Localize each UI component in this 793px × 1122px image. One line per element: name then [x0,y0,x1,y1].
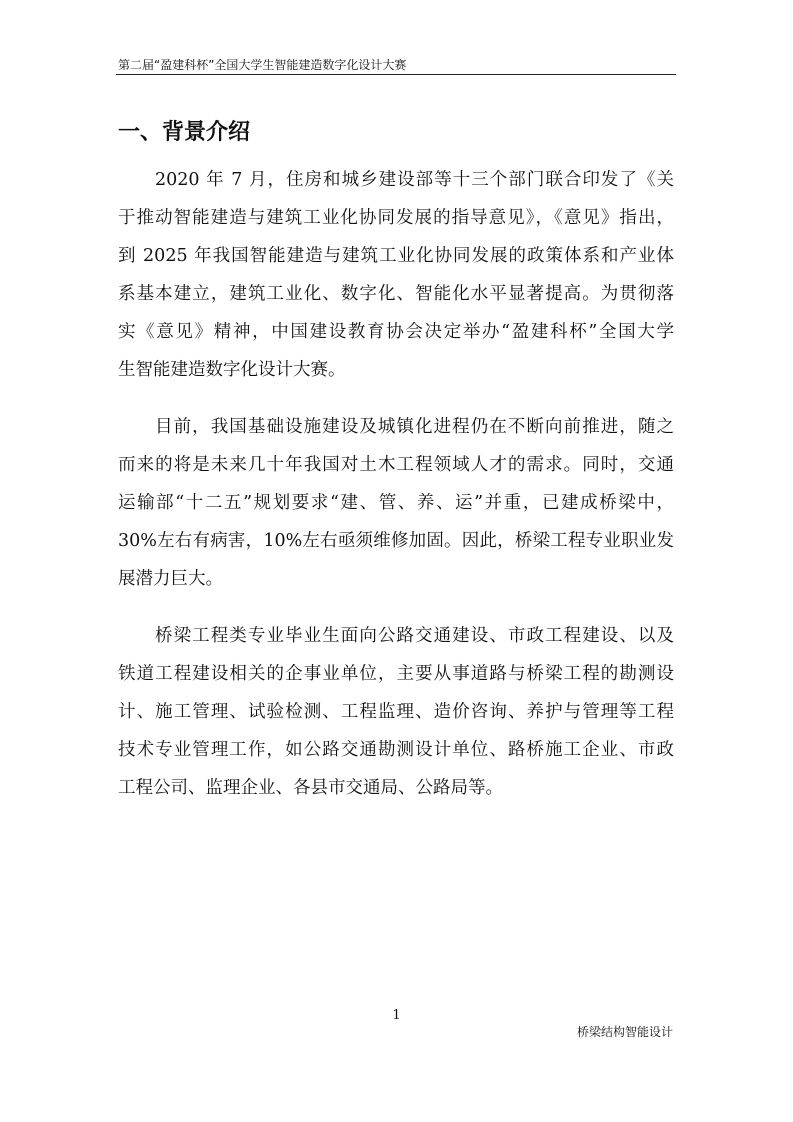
paragraph-line: 于推动智能建造与建筑工业化协同发展的指导意见》，《意见》指出， [118,208,674,228]
section-title: 一、背景介绍 [118,120,251,145]
footer-note: 桥梁结构智能设计 [576,1025,673,1039]
running-header: 第二届“盈建科杯”全国大学生智能建造数字化设计大赛 [118,58,407,72]
paragraph-line: 计、施工管理、试验检测、工程监理、造价咨询、养护与管理等工程 [118,702,674,722]
header-divider [116,74,676,75]
paragraph-line: 到 2025 年我国智能建造与建筑工业化协同发展的政策体系和产业体 [118,246,674,266]
paragraph-line: 展潜力巨大。 [118,569,223,589]
paragraph-line: 30%左右有病害，10%左右亟须维修加固。因此，桥梁工程专业职业发 [118,531,674,551]
page-number: 1 [392,1008,401,1023]
paragraph-line: 桥梁工程类专业毕业生面向公路交通建设、市政工程建设、以及 [155,626,674,646]
paragraph-background-2 [118,408,674,598]
paragraph-line: 工程公司、监理企业、各县市交通局、公路局等。 [118,778,503,798]
paragraph-line: 系基本建立，建筑工业化、数字化、智能化水平显著提高。为贯彻落 [118,284,674,304]
paragraph-line: 技术专业管理工作，如公路交通勘测设计单位、路桥施工企业、市政 [118,740,674,760]
paragraph-background-3 [118,617,674,807]
paragraph-line: 而来的将是未来几十年我国对土木工程领域人才的需求。同时，交通 [118,455,674,475]
paragraph-line: 运输部“十二五”规划要求“建、管、养、运”并重，已建成桥梁中， [118,493,674,513]
paragraph-line: 2020 年 7 月，住房和城乡建设部等十三个部门联合印发了《关 [155,170,674,190]
paragraph-line: 目前，我国基础设施建设及城镇化进程仍在不断向前推进，随之 [155,417,674,437]
paragraph-background-1 [118,161,674,389]
paragraph-line: 实《意见》精神，中国建设教育协会决定举办“盈建科杯”全国大学 [118,322,674,342]
paragraph-line: 生智能建造数字化设计大赛。 [118,360,346,380]
paragraph-line: 铁道工程建设相关的企事业单位，主要从事道路与桥梁工程的勘测设 [118,664,674,684]
